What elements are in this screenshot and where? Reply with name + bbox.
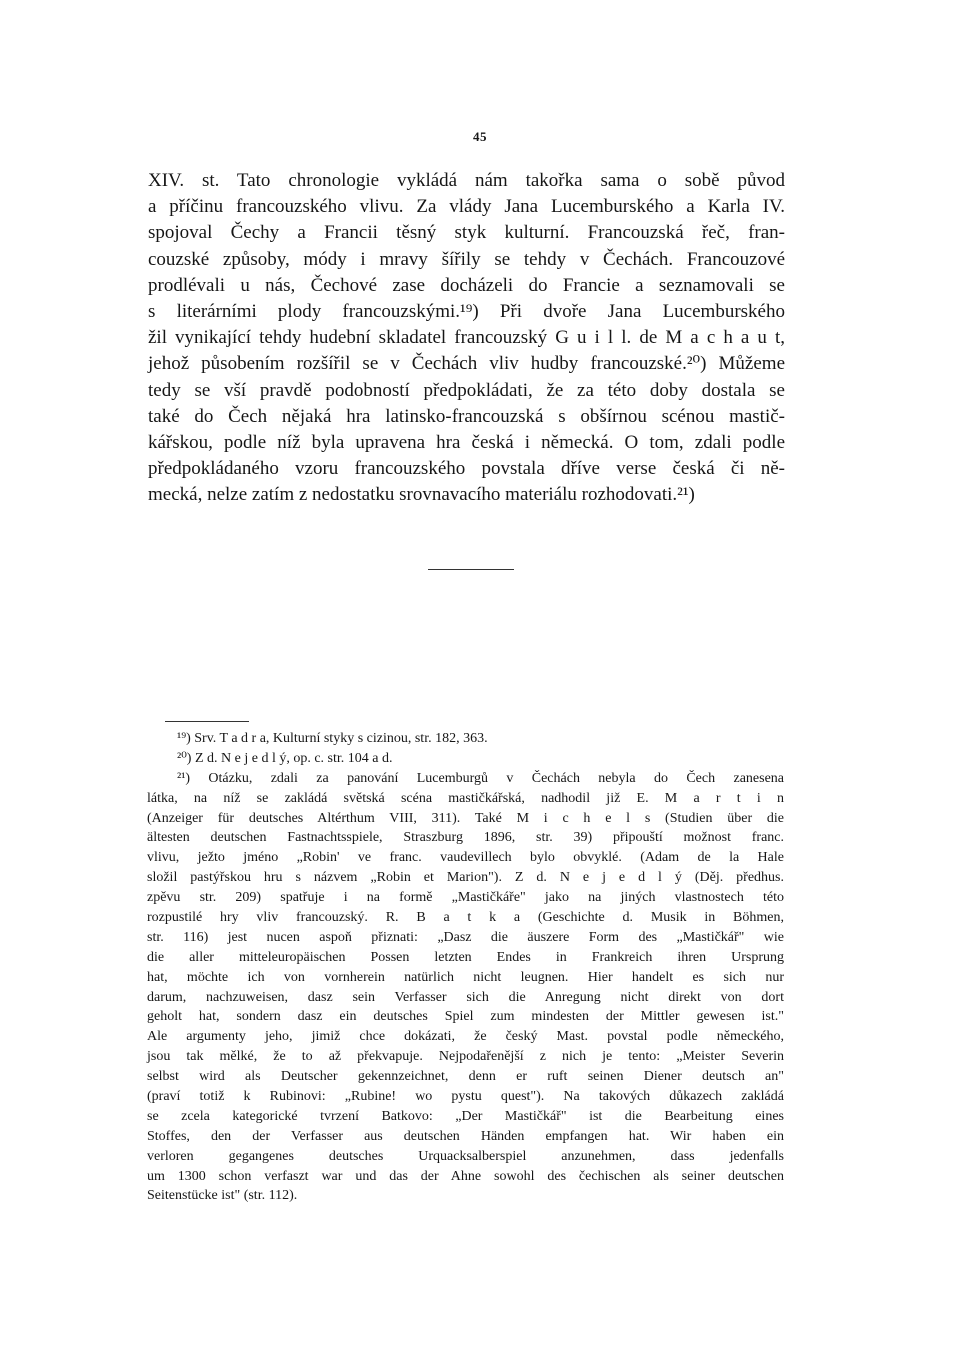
text-line: XIV. st. Tato chronologie vykládá nám takořka sama o sobě původ (148, 170, 785, 191)
footnote-line: verloren gegangenes deutsches Urquacksalberspiel anzunehmen, dass jedenfalls (147, 1148, 784, 1164)
page-number: 45 (473, 129, 487, 144)
text-line: s literárními plody francouzskými.¹⁹) Při dvoře Jana Lucemburského (148, 300, 785, 322)
footnote-line: ältesten deutschen Fastnachtsspiele, Straszburg 1896, str. 39) připouští možnost franc. (147, 830, 784, 846)
footnote-line: (praví totiž k Rubinovi: „Rubine! wo pystu quest"). Na takových důkazech zakládá (147, 1089, 784, 1105)
footnote-line: (Anzeiger für deutsches Altérthum VIII, 311). Také M i c h e l s (Studien über die (147, 810, 784, 826)
footnote-line: Seitenstücke ist" (str. 112). (147, 1188, 298, 1204)
footnote-line: die aller mitteleuropäischen Possen letzten Endes in Frankreich ihren Ursprung (147, 949, 784, 965)
text-line: mecká, nelze zatím z nedostatku srovnavacího materiálu rozhodovati.²¹) (148, 484, 695, 506)
text-line: a příčinu francouzského vlivu. Za vlády Jana Lucemburského a Karla IV. (148, 196, 785, 218)
footnote-21: ²¹) Otázku, zdali za panování Lucemburgů v Čechách nebyla do Čech zanesena (177, 770, 784, 786)
footnote-line: str. 116) jest nucen aspoň přiznati: „Dasz die äuszere Form des „Mastičkář" wie (147, 929, 784, 945)
footnote-line: zpěvu str. 209) spatřuje i na formě „Mastičkáře" jako na jiných vlastnostech této (147, 890, 784, 906)
footnote-line: um 1300 schon verfaszt war und das der Ahne sowohl des čechischen als seiner deutschen (147, 1168, 784, 1184)
text-line: také do Čech nějaká hra latinsko-francouzská s obšírnou scénou mastič- (148, 405, 785, 427)
text-line: tedy se vší pravdě podobností předpokládati, že za této doby dostala se (148, 379, 785, 401)
footnote-line: hat, möchte ich von vornherein natürlich nicht leugnen. Hier handelt es sich nur (147, 969, 784, 985)
text-line: kářskou, podle níž byla upravena hra česká i německá. O tom, zdali podle (148, 431, 785, 453)
text-line: couzské způsoby, módy i mravy šířily se tehdy v Čechách. Francouzové (148, 248, 785, 270)
footnote-line: rozpustilé hry vliv francouzský. R. B a t k a (Geschichte d. Musik in Böhmen, (147, 910, 784, 926)
footnote-line: Stoffes, den der Verfasser aus deutschen Händen empfangen hat. Wir haben ein (147, 1128, 784, 1144)
text-line: žil vynikající tehdy hudební skladatel francouzský G u i l l. de M a c h a u t, (148, 327, 785, 349)
text-line: předpokládaného vzoru francouzského povstala dříve verse česká či ně- (148, 458, 785, 480)
text-line: jehož působením rozšířil se v Čechách vliv hudby francouzské.²⁰) Můžeme (148, 353, 785, 375)
footnote-line: vlivu, ježto jméno „Robin' ve franc. vaudevillech bylo obvyklé. (Adam de la Hale (147, 850, 784, 866)
footnote-line: jsou tak mělké, že to až překvapuje. Nejpodařenější z nich je tento: „Meister Severin (147, 1049, 784, 1065)
section-end-rule (428, 569, 514, 570)
text-line: spojoval Čechy a Francii těsný styk kulturní. Francouzská řeč, fran- (148, 222, 785, 244)
footnote-line: Ale argumenty jeho, jimiž chce dokázati, že český Mast. povstal podle německého, (147, 1029, 784, 1045)
footnote-line: látka, na níž se zakládá světská scéna mastičkářská, nadhodil již E. M a r t i n (147, 790, 784, 806)
footnotes-block (147, 729, 784, 1206)
footnote-line: složil pastýřskou hru s názvem „Robin et Marion"). Z d. N e j e d l ý (Děj. předhus. (147, 870, 784, 886)
footnote-separator (165, 721, 249, 722)
footnote-line: selbst wird als Deutscher gekennzeichnet, denn er ruft seinen Diener deutsch an" (147, 1069, 784, 1085)
footnote-line: geholt hat, sondern dasz ein deutsches Spiel zum mindesten der Mittler gewesen ist." (147, 1009, 784, 1025)
text-line: prodlévali u nás, Čechové zase docházeli do Francie a seznamovali se (148, 274, 785, 296)
main-text-block (148, 168, 785, 508)
footnote-19: ¹⁹) Srv. T a d r a, Kulturní styky s cizinou, str. 182, 363. (177, 731, 488, 746)
footnote-line: darum, nachzuweisen, dasz sein Verfasser sich die Anregung nicht direkt von dort (147, 989, 784, 1005)
footnote-line: se zcela kategorické tvrzení Batkovo: „Der Mastičkář" ist die Bearbeitung eines (147, 1108, 784, 1124)
footnote-20: ²⁰) Z d. N e j e d l ý, op. c. str. 104 a d. (177, 750, 393, 766)
